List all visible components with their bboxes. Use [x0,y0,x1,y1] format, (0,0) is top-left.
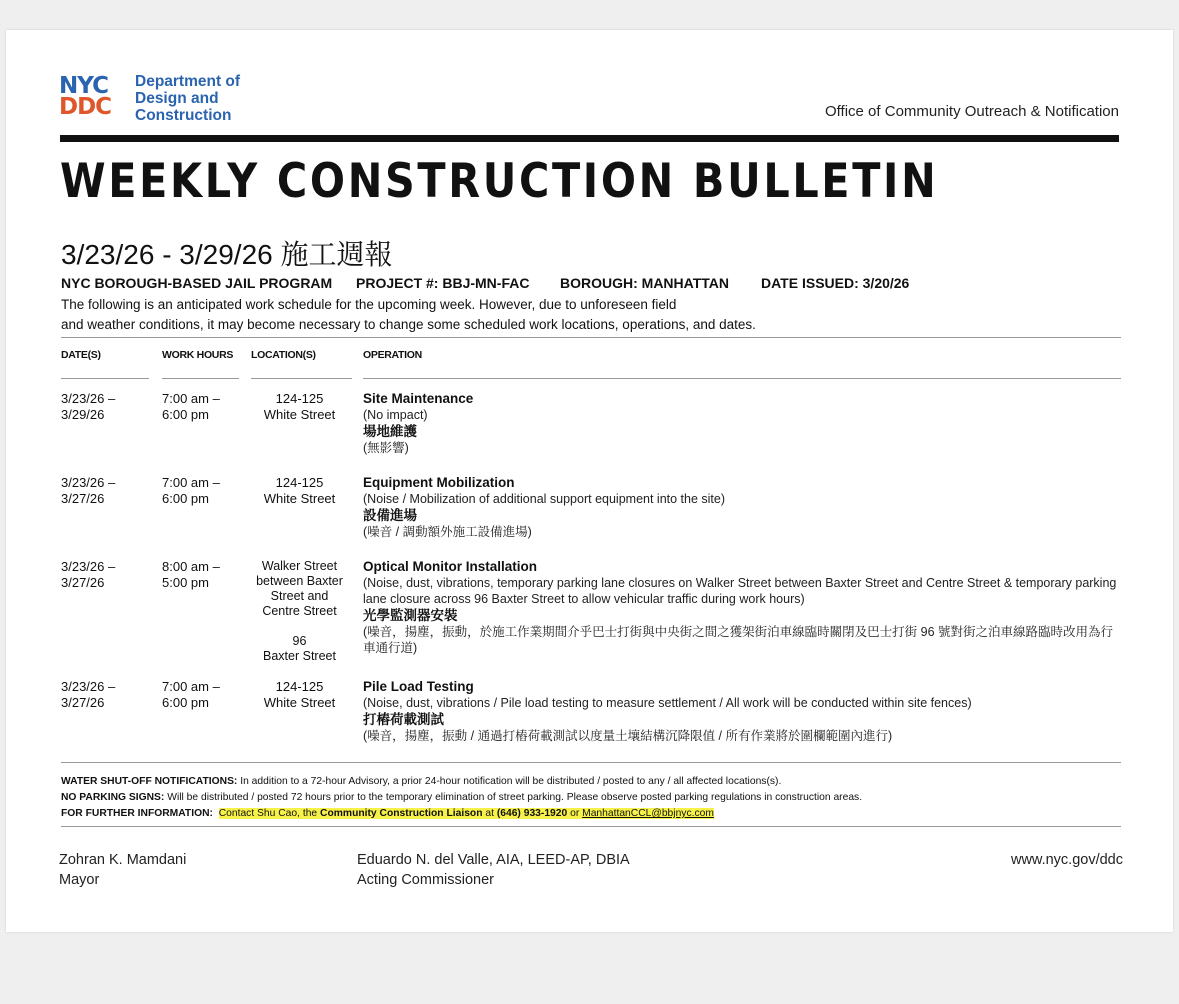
no-parking-text: Will be distributed / posted 72 hours prior to the temporary elimination of street parking. Please observe posted parking regulations in construction areas. [164,792,863,803]
row3-hours-start: 8:00 am – [162,559,220,574]
date-issued: DATE ISSUED: 3/20/26 [761,275,910,291]
website-link[interactable]: www.nyc.gov/ddc [1010,852,1123,868]
row1-op-title: Site Maintenance [363,391,474,406]
row1-op-text: (No impact) [363,408,428,422]
notifications-block [61,774,862,822]
header-rule-location [251,378,352,379]
intro-line-2: and weather conditions, it may become necessary to change some scheduled work locations, operations, and dates. [61,317,756,332]
contact-or: or [567,808,583,819]
row3-op-title: Optical Monitor Installation [363,559,538,574]
row1-date-start: 3/23/26 – [61,391,116,406]
row1-hours-end: 6:00 pm [162,407,209,422]
intro-paragraph [61,295,1121,335]
row4-op-zh-title: 打樁荷載測試 [363,712,444,727]
row1-location-line: 124-125 [275,391,324,406]
table-top-rule [61,337,1121,338]
row2-location-line: White Street [263,491,336,506]
row1-location-line: White Street [263,407,336,422]
nyc-ddc-logo [59,73,129,120]
row1-hours-start: 7:00 am – [162,391,220,406]
row4-op-zh-text: (噪音，揚塵，振動 / 通過打樁荷載測試以度量土壤結構沉降限值 / 所有作業將於圍欄範圍內進行) [363,729,893,743]
row1-hours [162,391,220,423]
logo-ddc-text: DDC [59,94,112,120]
row4-op-text: (Noise, dust, vibrations / Pile load testing to measure settlement / All work will be conducted within site fences) [363,696,972,710]
row3-location-gap [251,619,348,634]
row3-date-end: 3/27/26 [61,575,105,590]
row3-location-line: Baxter Street [263,649,336,663]
dept-line-2: Design and [135,90,219,107]
row1-date-end: 3/29/26 [61,407,105,422]
row3-operation [363,558,1121,656]
water-shutoff-label: WATER SHUT-OFF NOTIFICATIONS: [61,776,238,787]
row4-hours-start: 7:00 am – [162,679,220,694]
no-parking-note [61,790,862,806]
commissioner-title: Acting Commissioner [357,872,494,888]
row3-op-zh-text: (噪音，揚塵，振動，於施工作業期間介乎巴士打街與中央街之間之獲架街泊車線臨時關閉及巴士打街 96 號對街之泊車線路臨時改用為行車通行道) [363,625,1114,655]
row3-hours-end: 5:00 pm [162,575,209,590]
row2-op-zh-title: 設備進場 [363,508,417,523]
mayor-name: Zohran K. Mamdani [59,852,187,868]
header-operation: OPERATION [363,349,422,361]
row3-dates [61,559,115,591]
row1-op-zh-text: (無影響) [363,441,409,455]
row3-location [251,559,348,664]
contact-highlight [219,808,714,819]
borough: BOROUGH: MANHATTAN [560,275,730,291]
row2-operation [363,474,1121,540]
dept-line-1: Department of [135,73,241,90]
row3-hours [162,559,220,591]
office-name: Office of Community Outreach & Notification [824,103,1119,120]
footer-top-rule [61,826,1121,827]
commissioner-signature [357,850,630,890]
logo-nyc-text: NYC [59,73,108,99]
row4-dates [61,679,115,711]
mayor-title: Mayor [59,872,100,888]
further-info-label: FOR FURTHER INFORMATION: [61,808,213,819]
contact-phone[interactable]: (646) 933-1920 [496,808,568,819]
row4-location-line: White Street [263,695,336,710]
row3-location-line: between Baxter [256,574,343,588]
contact-prefix: Contact Shu Cao, the [218,808,321,819]
row2-op-title: Equipment Mobilization [363,475,515,490]
bulletin-page [6,30,1173,932]
row2-op-zh-text: (噪音 / 調動額外施工設備進場) [363,525,532,539]
no-parking-label: NO PARKING SIGNS: [61,792,165,803]
header-locations: LOCATION(S) [251,349,316,361]
row4-date-start: 3/23/26 – [61,679,116,694]
row4-location [251,679,348,711]
row4-date-end: 3/27/26 [61,695,105,710]
header-rule-dates [61,378,149,379]
liaison-role: Community Construction Liaison [320,808,483,819]
row3-op-zh-title: 光學監測器安裝 [363,608,458,623]
water-shutoff-note [61,774,862,790]
row2-hours-end: 6:00 pm [162,491,209,506]
row2-date-start: 3/23/26 – [61,475,116,490]
dept-line-3: Construction [135,107,232,124]
row4-hours-end: 6:00 pm [162,695,209,710]
row2-op-text: (Noise / Mobilization of additional support equipment into the site) [363,492,726,506]
row2-date-end: 3/27/26 [61,491,105,506]
row4-hours [162,679,220,711]
row4-location-line: 124-125 [275,679,324,694]
notes-top-rule [61,762,1121,763]
mayor-signature [59,850,186,890]
row2-location-line: 124-125 [275,475,324,490]
department-name [135,73,240,124]
contact-at: at [482,808,497,819]
program-name: NYC BOROUGH-BASED JAIL PROGRAM [61,275,333,291]
row1-operation [363,390,1121,456]
row1-op-zh-title: 場地維護 [363,424,417,439]
row2-dates [61,475,115,507]
water-shutoff-text: In addition to a 72-hour Advisory, a prior 24-hour notification will be distributed / posted to any / all affected locations(s). [237,776,782,787]
row3-date-start: 3/23/26 – [61,559,116,574]
project-number: PROJECT #: BBJ-MN-FAC [356,275,530,291]
header-rule-hours [162,378,239,379]
further-info-note [61,806,862,822]
header-rule-operation [363,378,1121,379]
row4-operation [363,678,1121,744]
row3-location-line: 96 [292,634,307,648]
commissioner-name: Eduardo N. del Valle, AIA, LEED-AP, DBIA [357,852,630,868]
row3-location-line: Walker Street [261,559,338,573]
row1-location [251,391,348,423]
row3-location-line: Street and [270,589,329,603]
date-range-heading: 3/23/26 - 3/29/26 施工週報 [61,239,393,270]
row3-location-line: Centre Street [262,604,337,618]
row3-op-text: (Noise, dust, vibrations, temporary parking lane closures on Walker Street between Baxter Street and Centre Street & temporary parking lane closure across 96 Baxter Street to allow vehicular traffic during work hours) [363,576,1117,606]
intro-line-1: The following is an anticipated work schedule for the upcoming week. However, due to unforeseen field [61,297,677,312]
header-dates: DATE(S) [61,349,101,361]
row2-location [251,475,348,507]
header-rule [60,135,1119,142]
bulletin-title: WEEKLY CONSTRUCTION BULLETIN [60,154,939,209]
row2-hours [162,475,220,507]
row4-op-title: Pile Load Testing [363,679,474,694]
header-work-hours: WORK HOURS [162,349,234,361]
row1-dates [61,391,115,423]
contact-email-link[interactable]: ManhattanCCL@bbjnyc.com [582,808,714,819]
row2-hours-start: 7:00 am – [162,475,220,490]
